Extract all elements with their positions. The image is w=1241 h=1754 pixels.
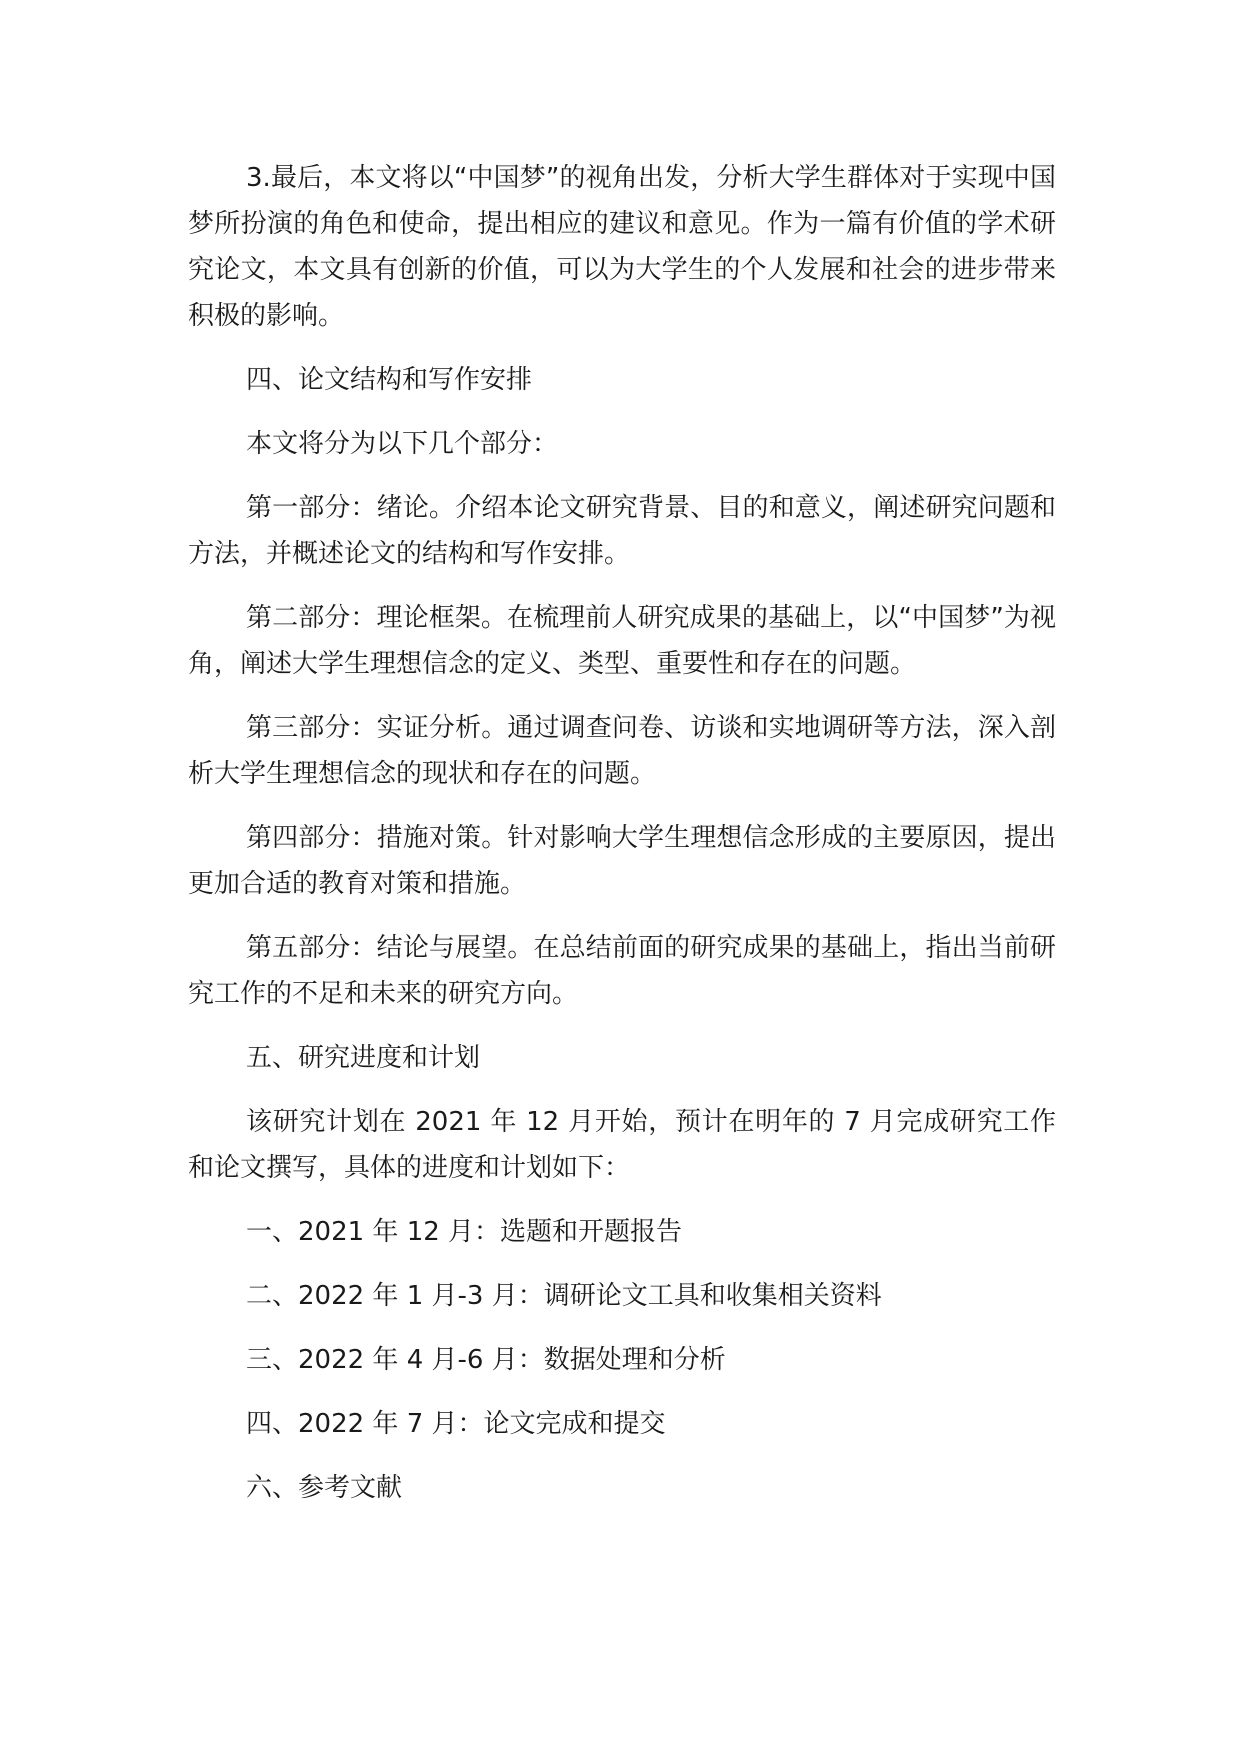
section-heading-references: 六、参考文献: [246, 1473, 403, 1503]
paragraph-part-three: 第三部分：实证分析。通过调查问卷、访谈和实地调研等方法，深入剖析大学生理想信念的现状和存在的问题。: [188, 713, 1056, 789]
paragraph-conclusion-point-3: 3.最后，本文将以“中国梦”的视角出发，分析大学生群体对于实现中国梦所扮演的角色和使命，提出相应的建议和意见。作为一篇有价值的学术研究论文，本文具有创新的价值，可以为大学生的个人发展和社会的进步带来积极的影响。: [188, 163, 1056, 331]
schedule-item-4: 四、2022 年 7 月：论文完成和提交: [246, 1409, 666, 1439]
section-heading-schedule: 五、研究进度和计划: [246, 1043, 481, 1073]
paragraph-schedule-intro: 该研究计划在 2021 年 12 月开始，预计在明年的 7 月完成研究工作和论文撰写，具体的进度和计划如下：: [188, 1107, 1056, 1183]
paragraph-part-two: 第二部分：理论框架。在梳理前人研究成果的基础上，以“中国梦”为视角，阐述大学生理想信念的定义、类型、重要性和存在的问题。: [188, 603, 1056, 679]
paragraph-parts-intro: 本文将分为以下几个部分：: [246, 429, 559, 459]
paragraph-part-one: 第一部分：绪论。介绍本论文研究背景、目的和意义，阐述研究问题和方法，并概述论文的结构和写作安排。: [188, 493, 1056, 569]
schedule-item-2: 二、2022 年 1 月-3 月：调研论文工具和收集相关资料: [246, 1281, 882, 1311]
schedule-item-1: 一、2021 年 12 月：选题和开题报告: [246, 1217, 683, 1247]
paragraph-part-five: 第五部分：结论与展望。在总结前面的研究成果的基础上，指出当前研究工作的不足和未来的研究方向。: [188, 933, 1056, 1009]
schedule-item-3: 三、2022 年 4 月-6 月：数据处理和分析: [246, 1345, 726, 1375]
paragraph-part-four: 第四部分：措施对策。针对影响大学生理想信念形成的主要原因，提出更加合适的教育对策和措施。: [188, 823, 1056, 899]
section-heading-structure: 四、论文结构和写作安排: [246, 365, 533, 395]
document-body: [188, 155, 1056, 1529]
